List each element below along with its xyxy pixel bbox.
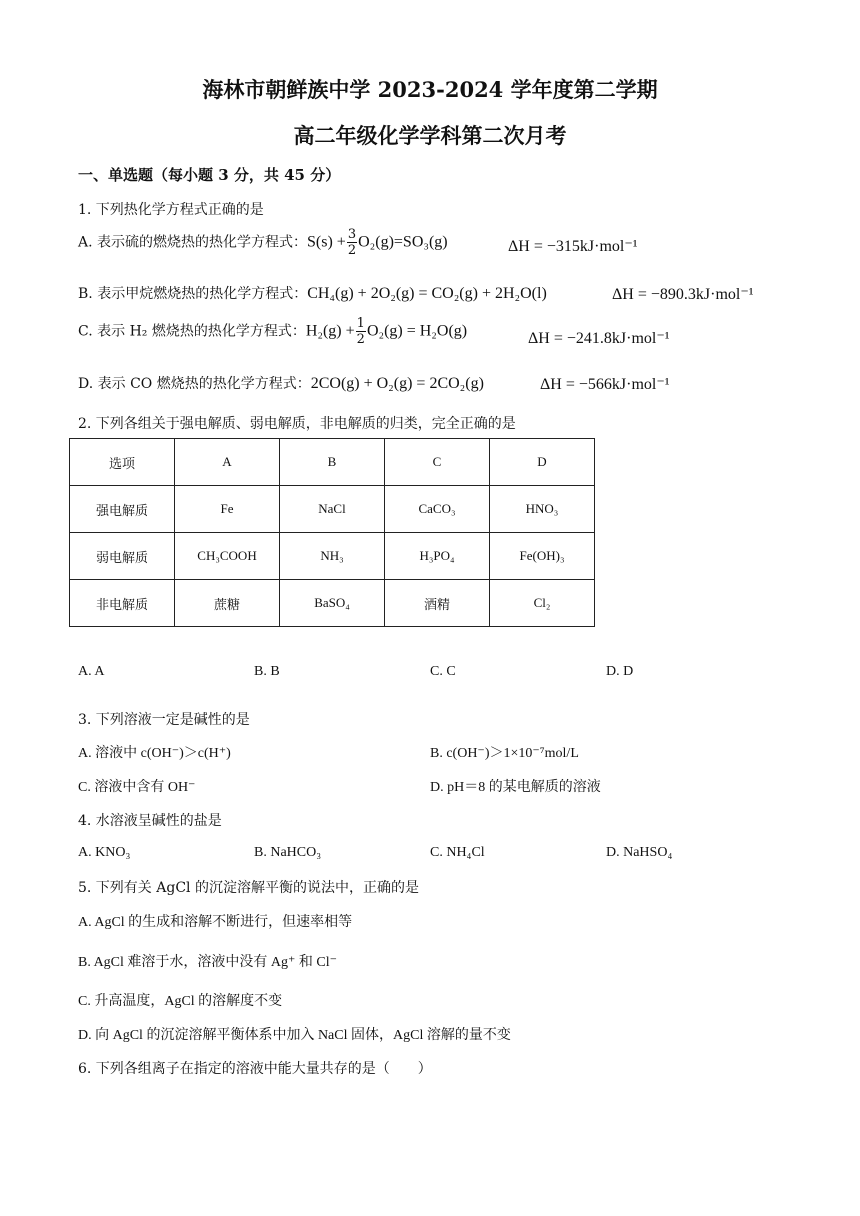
enthalpy-value: ΔH = −315kJ·mol⁻¹ xyxy=(508,238,638,255)
question-5-option-a: A. AgCl 的生成和溶解不断进行，但速率相等 xyxy=(78,915,353,930)
table-cell: NaCl xyxy=(280,486,385,533)
table-cell: Fe xyxy=(175,486,280,533)
table-header-cell: A xyxy=(175,439,280,486)
question-1-option-c xyxy=(78,317,467,346)
table-header-cell: C xyxy=(385,439,490,486)
table-cell: CH₃COOH xyxy=(175,533,280,580)
question-5-option-c: C. 升高温度，AgCl 的溶解度不变 xyxy=(78,994,283,1009)
table-cell: 酒精 xyxy=(385,580,490,627)
question-6-stem: 6. 下列各组离子在指定的溶液中能大量共存的是（ ） xyxy=(78,1061,432,1077)
option-label: D. 表示 CO 燃烧热的热化学方程式： xyxy=(78,376,311,392)
question-4-stem: 4. 水溶液呈碱性的盐是 xyxy=(78,813,222,829)
question-1-option-a xyxy=(78,228,448,257)
question-1-option-b xyxy=(78,283,547,303)
question-1-stem: 1. 下列热化学方程式正确的是 xyxy=(78,202,264,218)
question-4-option-a: A. KNO₃ xyxy=(78,845,131,860)
question-2-option-c: C. C xyxy=(430,664,456,679)
fraction: $\frac{1}{2}$ xyxy=(356,316,365,347)
electrolyte-table xyxy=(69,438,595,627)
table-header-cell: D xyxy=(490,439,595,486)
table-cell: CaCO₃ xyxy=(385,486,490,533)
question-4-option-d: D. NaHSO₄ xyxy=(606,845,673,860)
question-3-option-c: C. 溶液中含有 OH⁻ xyxy=(78,780,196,795)
table-cell: 非电解质 xyxy=(70,580,175,627)
fraction: $\frac{3}{2}$ xyxy=(347,227,357,258)
table-row xyxy=(70,580,595,627)
table-header-cell: 选项 xyxy=(70,439,175,486)
equation: H₂(g) + xyxy=(305,322,355,340)
section-heading: 一、单选题（每小题 3 分，共 45 分） xyxy=(78,166,341,184)
question-5-stem: 5. 下列有关 AgCl 的沉淀溶解平衡的说法中，正确的是 xyxy=(78,880,419,896)
question-1-option-d xyxy=(78,373,484,393)
enthalpy-value: ΔH = −241.8kJ·mol⁻¹ xyxy=(528,330,670,347)
question-3-option-b: B. c(OH⁻)＞1×10⁻⁷mol/L xyxy=(430,746,579,761)
question-2-option-b: B. B xyxy=(254,664,280,679)
question-2-option-d: D. D xyxy=(606,664,634,679)
table-cell: NH₃ xyxy=(280,533,385,580)
equation: O₂(g)=SO₃(g) xyxy=(358,233,448,251)
table-row xyxy=(70,533,595,580)
table-cell: Fe(OH)₃ xyxy=(490,533,595,580)
option-label: A. 表示硫的燃烧热的热化学方程式： xyxy=(78,234,308,251)
option-label: C. 表示 H₂ 燃烧热的热化学方程式： xyxy=(78,323,306,340)
question-2-option-a: A. A xyxy=(78,664,105,679)
question-5-option-b: B. AgCl 难溶于水，溶液中没有 Ag⁺ 和 Cl⁻ xyxy=(78,955,338,970)
equation: 2CO(g) + O₂(g) = 2CO₂(g) xyxy=(310,375,484,392)
equation: O₂(g) = H₂O(g) xyxy=(366,322,468,340)
table-row xyxy=(70,486,595,533)
table-cell: BaSO₄ xyxy=(280,580,385,627)
option-label: B. 表示甲烷燃烧热的热化学方程式： xyxy=(78,286,308,302)
question-4-option-c: C. NH₄Cl xyxy=(430,845,485,860)
question-2-stem: 2. 下列各组关于强电解质、弱电解质，非电解质的归类，完全正确的是 xyxy=(78,416,516,432)
exam-title: 海林市朝鲜族中学 2023-2024 学年度第二学期 xyxy=(202,77,658,102)
table-cell: 强电解质 xyxy=(70,486,175,533)
table-cell: H₃PO₄ xyxy=(385,533,490,580)
question-3-option-a: A. 溶液中 c(OH⁻)＞c(H⁺) xyxy=(78,746,231,761)
table-header-row xyxy=(70,439,595,486)
enthalpy-value: ΔH = −890.3kJ·mol⁻¹ xyxy=(612,286,754,303)
table-header-cell: B xyxy=(280,439,385,486)
question-3-option-d: D. pH＝8 的某电解质的溶液 xyxy=(430,780,601,795)
question-5-option-d: D. 向 AgCl 的沉淀溶解平衡体系中加入 NaCl 固体，AgCl 溶解的量不变 xyxy=(78,1028,511,1043)
question-3-stem: 3. 下列溶液一定是碱性的是 xyxy=(78,712,250,728)
table-cell: 弱电解质 xyxy=(70,533,175,580)
table-cell: Cl₂ xyxy=(490,580,595,627)
table-cell: 蔗糖 xyxy=(175,580,280,627)
question-4-option-b: B. NaHCO₃ xyxy=(254,845,322,860)
table-cell: HNO₃ xyxy=(490,486,595,533)
equation: S(s) + xyxy=(307,233,346,251)
exam-subtitle: 高二年级化学学科第二次月考 xyxy=(293,123,567,148)
equation: CH₄(g) + 2O₂(g) = CO₂(g) + 2H₂O(l) xyxy=(307,285,547,302)
enthalpy-value: ΔH = −566kJ·mol⁻¹ xyxy=(540,376,670,393)
